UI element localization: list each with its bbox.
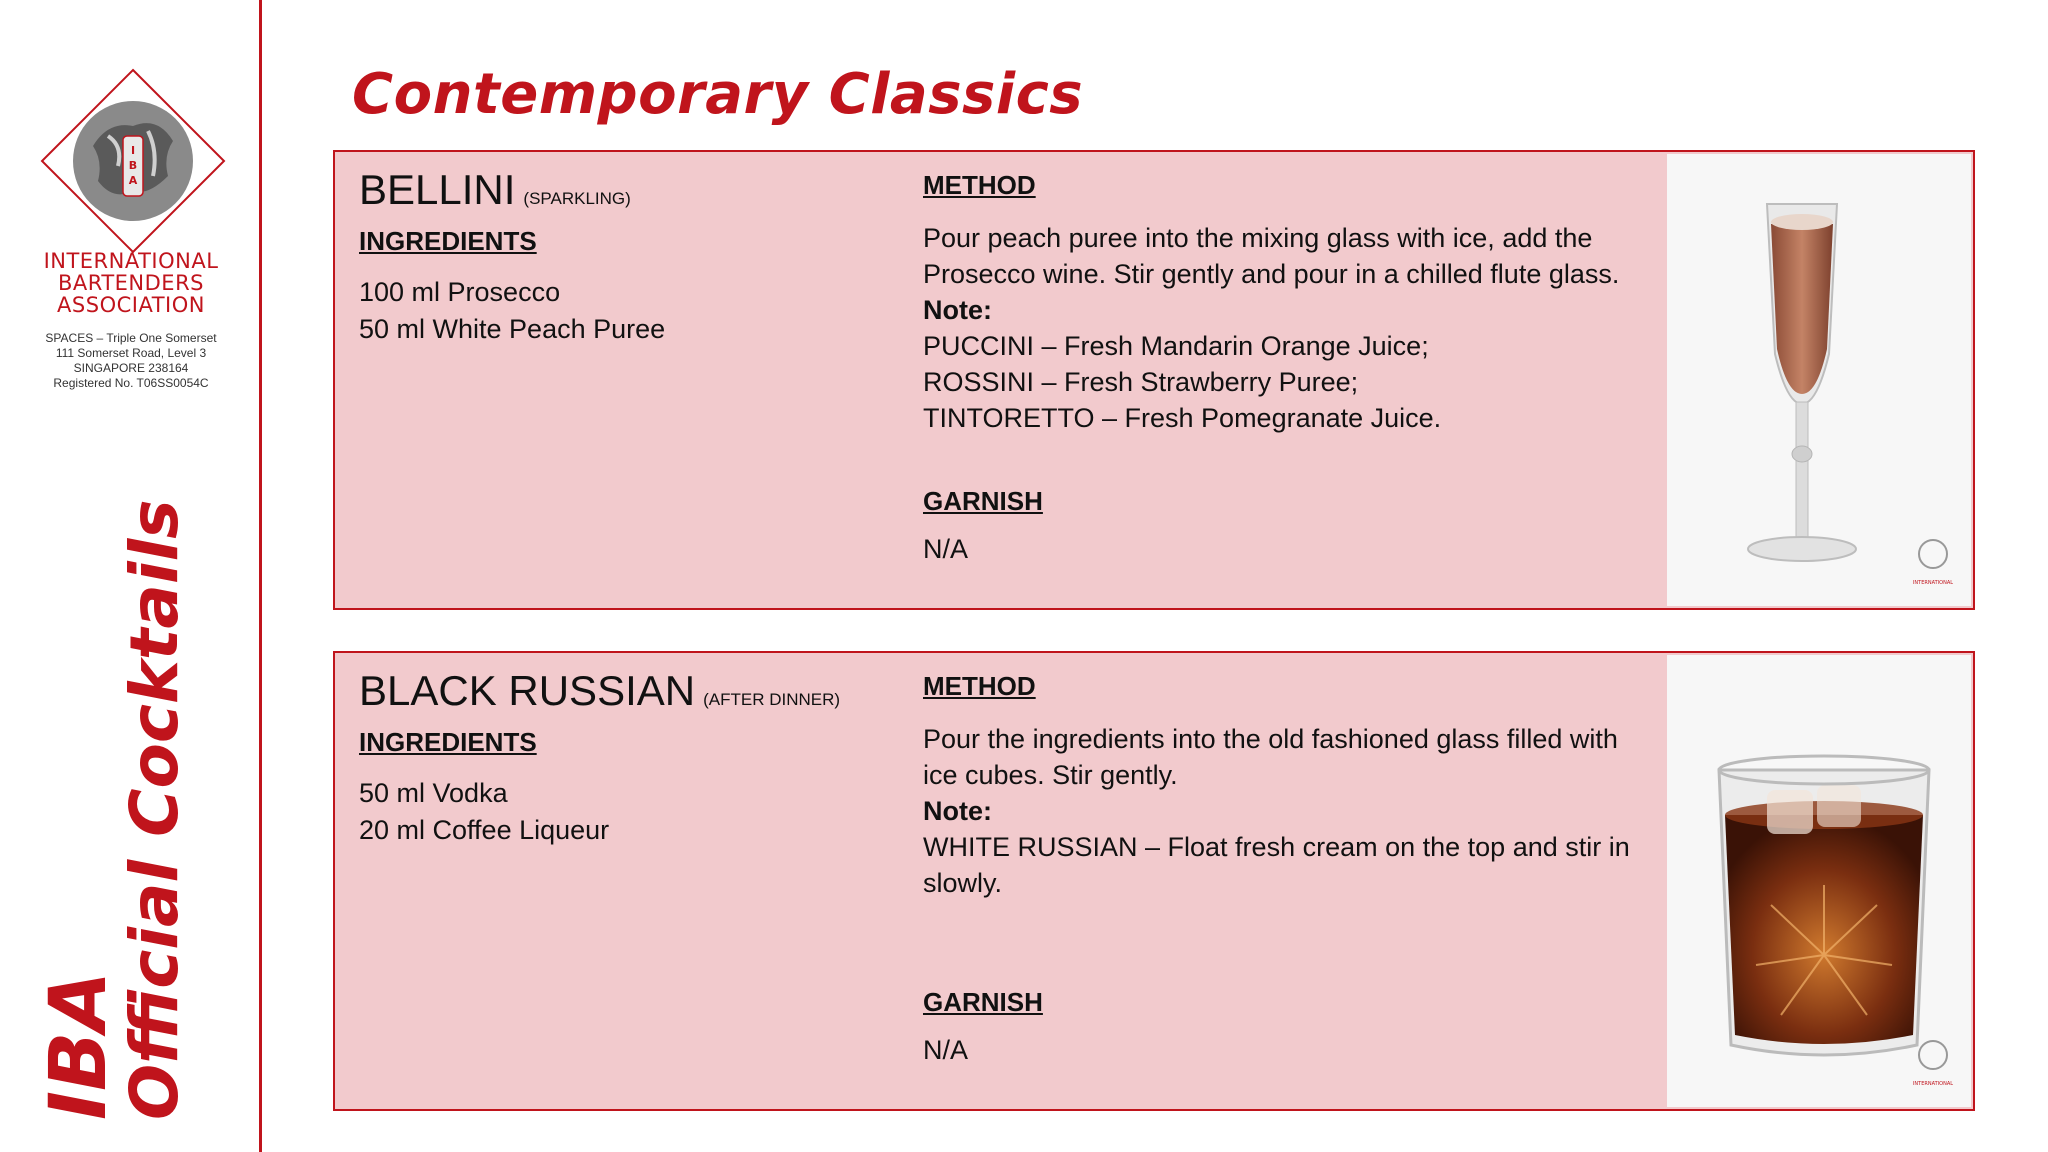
old-fashioned-glass-photo (1667, 655, 1971, 1107)
svg-text:A: A (128, 174, 138, 187)
ingredients-heading: INGREDIENTS (359, 226, 537, 256)
org-address (0, 331, 262, 391)
ingredients-list (359, 274, 665, 348)
note-label: Note: (923, 295, 992, 325)
vertical-title-line1: IBA (34, 971, 124, 1120)
ingredients-heading: INGREDIENTS (359, 727, 537, 757)
cocktail-category: (AFTER DINNER) (703, 690, 841, 709)
vertical-title-line2: Official Cocktails (116, 499, 193, 1120)
garnish-heading: GARNISH (923, 987, 1043, 1017)
method-heading: METHOD (923, 671, 1036, 701)
garnish-value: N/A (923, 534, 969, 564)
cocktail-name-text: BELLINI (359, 166, 516, 213)
ingredient-item: 50 ml Vodka (359, 778, 508, 808)
method-line: ice cubes. Stir gently. (923, 760, 1178, 790)
svg-text:B: B (128, 159, 138, 172)
org-name (0, 250, 262, 316)
method-line: Pour peach puree into the mixing glass with ice, add the (923, 223, 1593, 253)
method-body (923, 220, 1653, 436)
cocktail-card-black-russian (333, 651, 1975, 1111)
page-title: Contemporary Classics (352, 62, 1084, 127)
garnish-value: N/A (923, 1035, 969, 1065)
note-line: WHITE RUSSIAN – Float fresh cream on the top and stir in (923, 832, 1630, 862)
ingredients-list (359, 775, 609, 849)
svg-text:I: I (130, 144, 136, 157)
ingredient-item: 20 ml Coffee Liqueur (359, 815, 610, 845)
note-label: Note: (923, 796, 992, 826)
cocktail-card-bellini (333, 150, 1975, 610)
sidebar (0, 0, 262, 1152)
cocktail-name (359, 667, 840, 715)
method-body (923, 721, 1653, 901)
flute-glass-photo (1667, 154, 1971, 606)
svg-text:INTERNATIONAL: INTERNATIONAL (1912, 1081, 1954, 1087)
address-line: Registered No. T06SS0054C (53, 376, 209, 390)
org-name-line: INTERNATIONAL (43, 249, 219, 273)
address-line: SPACES – Triple One Somerset (45, 331, 217, 345)
ingredient-item: 100 ml Prosecco (359, 277, 561, 307)
method-line: Prosecco wine. Stir gently and pour in a chilled flute glass. (923, 259, 1620, 289)
garnish-heading: GARNISH (923, 486, 1043, 516)
org-name-line: BARTENDERS (57, 271, 204, 295)
method-heading: METHOD (923, 170, 1036, 200)
address-line: 111 Somerset Road, Level 3 (55, 346, 207, 360)
cocktail-name (359, 166, 631, 214)
method-line: Pour the ingredients into the old fashioned glass filled with (923, 724, 1618, 754)
cocktail-category: (SPARKLING) (523, 189, 631, 208)
note-line: ROSSINI – Fresh Strawberry Puree; (923, 367, 1359, 397)
cocktail-name-text: BLACK RUSSIAN (359, 667, 696, 714)
note-line: slowly. (923, 868, 1003, 898)
address-line: SINGAPORE 238164 (73, 361, 189, 375)
vertical-title (34, 499, 193, 1121)
note-line: TINTORETTO – Fresh Pomegranate Juice. (923, 403, 1442, 433)
svg-text:INTERNATIONAL: INTERNATIONAL (1912, 580, 1954, 586)
ingredient-item: 50 ml White Peach Puree (359, 314, 666, 344)
iba-logo (38, 66, 228, 256)
note-line: PUCCINI – Fresh Mandarin Orange Juice; (923, 331, 1429, 361)
org-name-line: ASSOCIATION (57, 293, 205, 317)
